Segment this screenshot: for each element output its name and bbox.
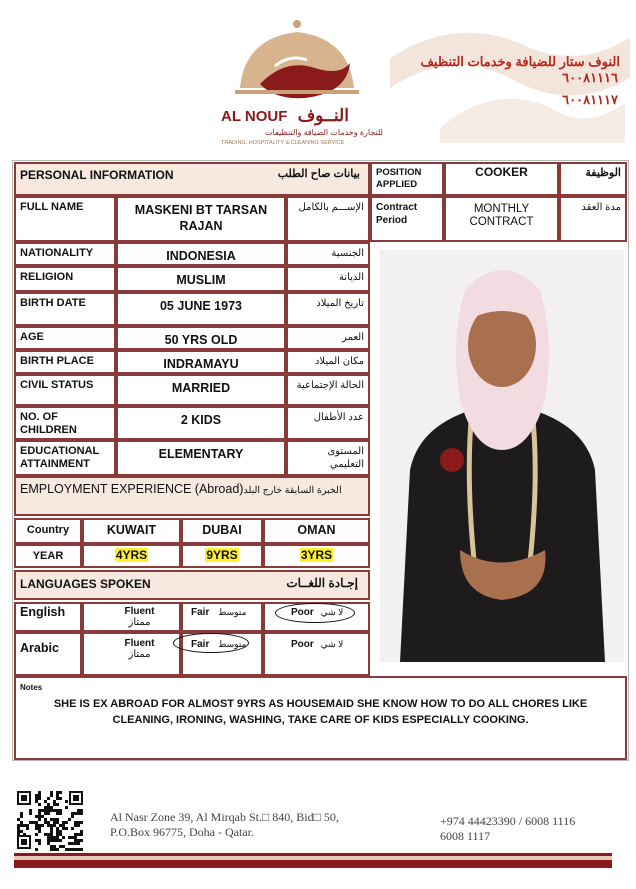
row-label-ar: الديانة: [286, 266, 370, 292]
personal-info-title-ar: بيانات صاح الطلب: [277, 168, 360, 180]
exp-year: [82, 544, 181, 568]
row-label-ar: عدد الأطفال: [286, 406, 370, 440]
row-value: MARRIED: [116, 374, 286, 406]
lang-fluent-en: Fluent: [124, 606, 155, 617]
row-label-ar: الإســـم بالكامل: [286, 196, 370, 242]
logo-brand: AL NOUF: [221, 108, 288, 125]
lang-fluent: [82, 602, 181, 632]
lang-poor-en: Poor: [291, 607, 314, 618]
position-value: COOKER: [444, 162, 559, 196]
qr-code: [15, 789, 85, 851]
lang-fair-en: Fair: [191, 607, 210, 618]
logo-arabic-sub: للتجارة وخدمات الضيافة والتنظيفات: [265, 128, 383, 137]
lang-poor: [263, 632, 370, 676]
languages-title: LANGUAGES SPOKEN: [20, 577, 151, 591]
notes-box: [14, 676, 627, 760]
lang-poor-ar: لا شي: [320, 639, 344, 649]
exp-year-value: 4YRS: [115, 548, 148, 562]
selected-level-circle: [275, 603, 355, 623]
lang-poor-en: Poor: [291, 639, 314, 650]
row-label: CIVIL STATUS: [14, 374, 116, 406]
lang-fair: [181, 602, 263, 632]
exp-country: OMAN: [263, 518, 370, 544]
experience-title-ar: الخبرة السابقة خارج البلد: [243, 485, 342, 496]
lang-fluent-ar: ممتاز: [128, 649, 151, 660]
phone-arabic-2: ٦٠٠٨١١١٧: [562, 92, 618, 107]
position-label: POSITION APPLIED: [370, 162, 444, 196]
row-value: 2 KIDS: [116, 406, 286, 440]
row-value: 50 YRS OLD: [116, 326, 286, 350]
lang-fluent-ar: ممتاز: [128, 617, 151, 628]
lang-name: Arabic: [14, 632, 82, 676]
footer-address-1: Al Nasr Zone 39, Al Mirqab St.□ 840, Bid□ 50,: [110, 810, 339, 824]
selected-level-circle: [173, 633, 249, 653]
row-value: INDONESIA: [116, 242, 286, 266]
row-label-ar: الجنسية: [286, 242, 370, 266]
lang-fluent: [82, 632, 181, 676]
row-label-ar: الحالة الإجتماعية: [286, 374, 370, 406]
company-logo: [215, 18, 383, 150]
year-label: YEAR: [14, 544, 82, 568]
logo-tagline: TRADING, HOSPITALITY & CLEANING SERVICE: [221, 140, 345, 146]
exp-year: [263, 544, 370, 568]
row-value: MASKENI BT TARSAN RAJAN: [116, 196, 286, 242]
contract-label: Contract Period: [370, 196, 444, 242]
notes-text: SHE IS EX ABROAD FOR ALMOST 9YRS AS HOUSEMAID SHE KNOW HOW TO DO ALL CHORES LIKE CLEANING, IRONING, WASHING, TAKE CARE OF KIDS ESPECIALLY COOKING.: [53, 698, 588, 726]
languages-title-ar: إجـادة اللغــات: [286, 576, 358, 590]
exp-country: KUWAIT: [82, 518, 181, 544]
row-value: MUSLIM: [116, 266, 286, 292]
lang-fair-ar: متوسط: [218, 607, 247, 617]
footer-address-2: P.O.Box 96775, Doha - Qatar.: [110, 825, 254, 839]
candidate-photo: [380, 250, 624, 662]
row-value: ELEMENTARY: [116, 440, 286, 476]
lang-fair-ar: متوسط: [218, 639, 247, 649]
row-label-ar: مكان الميلاد: [286, 350, 370, 374]
row-label-ar: المستوى التعليمي: [286, 440, 370, 476]
row-label: NATIONALITY: [14, 242, 116, 266]
footer-phone-1: +974 44423390 / 6008 1116: [440, 814, 576, 828]
phone-arabic-1: ٦٠٠٨١١١٦: [562, 70, 618, 85]
row-label: RELIGION: [14, 266, 116, 292]
logo-arabic: النــوف: [297, 106, 349, 125]
row-label: AGE: [14, 326, 116, 350]
personal-info-title: PERSONAL INFORMATION: [20, 168, 174, 182]
languages-header: [14, 570, 370, 600]
row-label-ar: تاريخ الميلاد: [286, 292, 370, 326]
row-label: BIRTH PLACE: [14, 350, 116, 374]
experience-header: [14, 476, 370, 516]
row-label-ar: العمر: [286, 326, 370, 350]
experience-title: EMPLOYMENT EXPERIENCE (Abroad): [20, 482, 244, 496]
country-label: Country: [14, 518, 82, 544]
lang-fair-en: Fair: [191, 639, 210, 650]
footer-bar-bottom: [14, 860, 612, 868]
row-label: BIRTH DATE: [14, 292, 116, 326]
exp-year: [181, 544, 263, 568]
contract-value: MONTHLY CONTRACT: [444, 196, 559, 242]
notes-label: Notes: [20, 683, 43, 692]
exp-year-value: 3YRS: [300, 548, 333, 562]
lang-name: English: [14, 602, 82, 632]
personal-info-header: [14, 162, 370, 196]
row-label: EDUCATIONAL ATTAINMENT: [14, 440, 116, 476]
row-label: NO. OF CHILDREN: [14, 406, 116, 440]
exp-year-value: 9YRS: [206, 548, 238, 562]
contract-label-ar: مدة العقد: [559, 196, 627, 242]
exp-country: DUBAI: [181, 518, 263, 544]
lang-poor-ar: لا شي: [320, 607, 344, 617]
position-label-ar: الوظيفة: [559, 162, 627, 196]
row-value: INDRAMAYU: [116, 350, 286, 374]
row-value: 05 JUNE 1973: [116, 292, 286, 326]
row-label: FULL NAME: [14, 196, 116, 242]
lang-fluent-en: Fluent: [124, 638, 155, 649]
company-name-arabic: النوف ستار للضيافة وخدمات التنظيف: [420, 54, 620, 69]
footer-phone-2: 6008 1117: [440, 829, 491, 843]
